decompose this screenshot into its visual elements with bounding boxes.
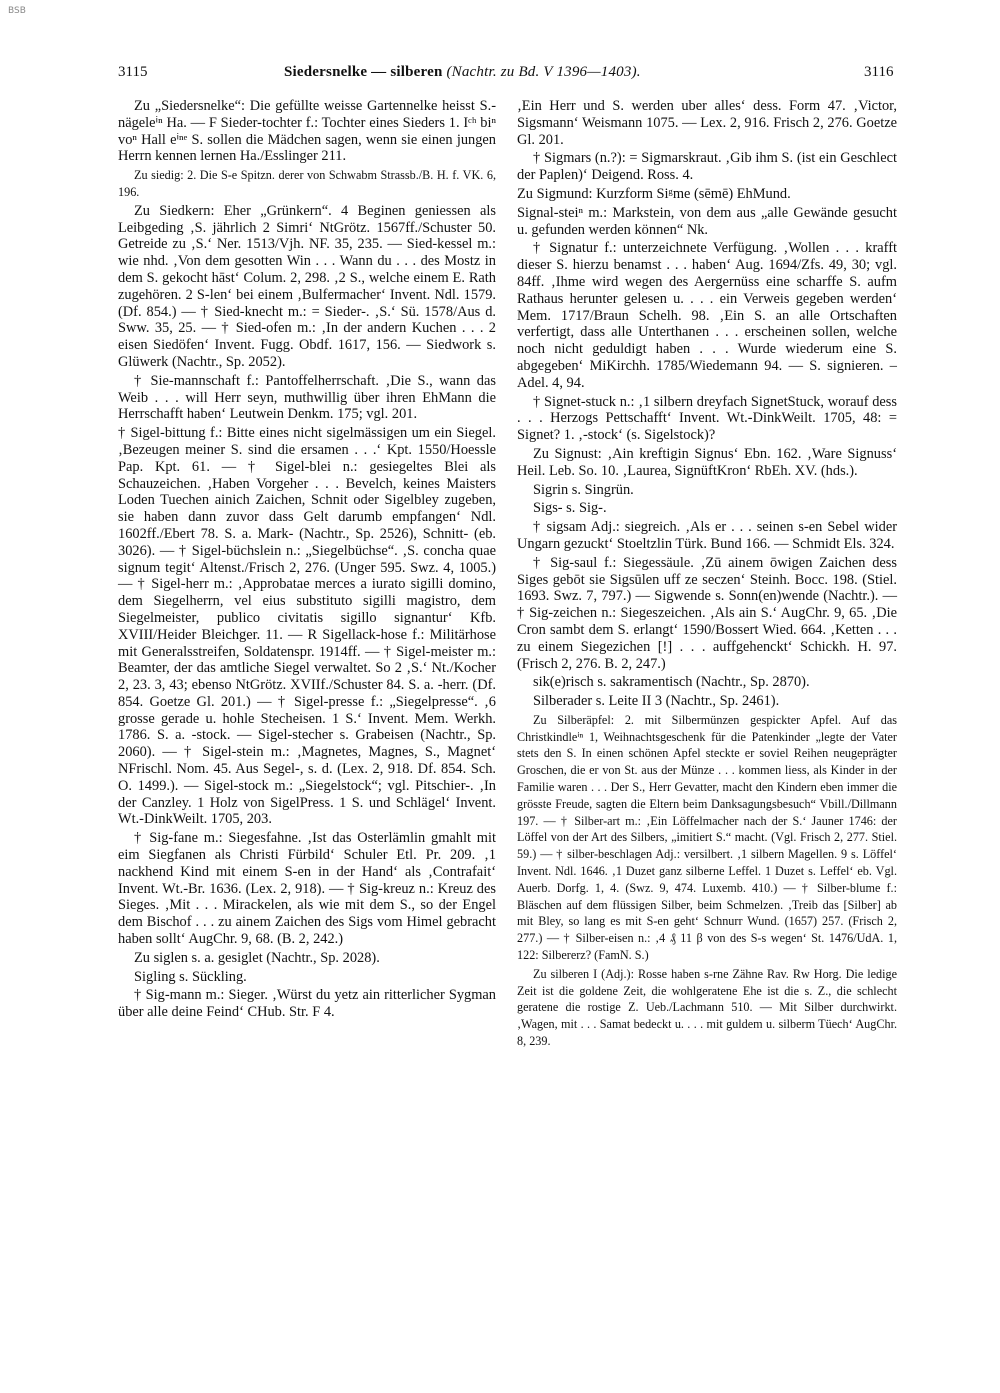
entry-siglen: Zu siglen s. a. gesiglet (Nachtr., Sp. 2028). <box>134 949 380 966</box>
entry-siedkern: Zu Siedkern: Eher „Grünkern“. 4 Beginen geniessen als Leibgeding ‚S. jährlich 2 Simri‘ NtGrötz. 1567ff./Schuster 50. Getreide zu ‚S.‘ Ner. 1513/Vjh. NF. 35, 235. — Sied-kessel m.: wie nhd. ‚Von dem gesotten Win . . . Wann du . . . des Mostz in dem S. gekocht hāst‘ Colum. 2, 298. ‚2 S., welche einem E. Rath zugehören. 2 S-len‘ bei einem ‚Bulfermacher‘ Invent. Ndl. 1579. (Df. 854.) — † Sied-knecht m.: = Sieder-. ‚S.‘ Sü. 1578/Aus d. Sww. 35, 25. — † Sied-ofen m.: ‚In der andern Kuchen . . . 2 eisen Siedöfen‘ Invent. Fugg. Obdf. 1617, 156. — Siedwork s. Glüwerk (Nachtr., Sp. 2052). <box>118 202 496 370</box>
page-number-right: 3116 <box>864 64 894 80</box>
entry-signatur: † Signatur f.: unterzeichnete Verfügung. ‚Wollen . . . krafft dieser S. hierzu benamst . . . haben‘ Aug. 1694/Zfs. 49, 30; vgl. 84ff. ‚Ihme wird wegen des Aergernüss eine scharffe S. aufm Rathaus herunter gelesen u. . . . ein Verweis gegeben werden‘ Mem. 1717/Braun Schelh. 98. ‚Ein S. an alle Ortschaften verfertigt, dass alle Unterthanen . . . erscheinen sollen, welche noch nicht geduldigt haben . . . Wurde wiederum eine S. abgegeben‘ MiKirchh. 1785/Wiedemann 94. — S. signieren. – Adel. 4, 94. <box>517 240 897 391</box>
entry-sikerisch: sik(e)risch s. sakramentisch (Nachtr., Sp. 2870). <box>533 674 810 691</box>
entry-sigmund: Zu Sigmund: Kurzform Siᵍme (sēmē) EhMund. <box>517 185 791 202</box>
entry-silberen: Zu silberen I (Adj.): Rosse haben s-rne Zähne Rav. Rw Horg. Die ledige Zeit ist die goldene Zeit, die wohlgeratene Ehe ist die s. Z., die schlecht geratene die rostige Z. Ueb./Lachmann 510. — Mit Silber durchwirkt. ‚Wagen, mit . . . Samat bedeckt u. . . . mit guldem u. silberm Tüech‘ AugChr. 8, 239. <box>517 966 897 1049</box>
entry-sigling: Sigling s. Sückling. <box>134 968 247 985</box>
entry-sigfane: † Sig-fane m.: Siegesfahne. ‚Ist das Osterlämlin gmahlt mit eim Siegfanen als Christi Fürbild‘ Schuler Etl. Pr. 209. ‚1 nackhend Kind mit einem S-en in der Hand‘ als ‚Contrafait‘ Invent. Wt.-Br. 1636. (Lex. 2, 918). — † Sig-kreuz n.: Kreuz des Sieges. ‚Mit . . . Mirackelen, als wie mit dem S., so der Engel dem Bischof . . . zu ainem Zaichen des Sigs vom Himel gebracht haben sollt‘ AugChr. 9, 68. (B. 2, 242.) <box>118 830 496 948</box>
entry-silberaepfel: Zu Silberäpfel: 2. mit Silbermünzen gespickter Apfel. Auf das Christkindleⁱⁿ 1, Weihnachtsgeschenk für die Patenkinder „legte der Vater stets den S. In einen schönen Apfel steckte er soviel Reihen neugeprägter Groschen, die er von St. aus der Münze . . . kommen liess, als Kinder in der Familie waren . . . Der S., Herr Gevatter, macht den Kindern eben immer die grösste Freude, sagten die Eltern beim Danksagungsbesuch“ Vbill./Dillmann 197. — † Silber-art m.: ‚Ein Löffelmacher nach der S.‘ Jauner 1746: der Löffel von der Art des Silbers, „imitiert S.“ macht. (Vgl. Frisch 2, 277. Stiel. 59.) — † silber-beschlagen Adj.: versilbert. ‚1 silbern Magellen. 9 s. Löffel‘ Invent. Ndl. 1646. ‚1 Duzet ganz silberne Leffel. 1 Duzet s. Leffel‘ eb. Vgl. Auerb. Dorfg. 1, 4. (Swz. 9, 474. Luxemb. 410.) — † Silber-blume f.: Bläschen auf dem flüssigen Silber, beim Schmelzen. ‚Treib das [Silber] ab mit Bley, so lang es mit S-en geht‘ Schnurr Wund. (1657) 257. (Frisch 2, 277.) — † Silber-eisen n.: ‚4 ₰ 11 β von des S-s wegen‘ St. 1476/UdA. 1, 122: Silbererz? (FamN. S.) <box>517 712 897 963</box>
entry-sigel: † Sigel-bittung f.: Bitte eines nicht sigelmässigen um ein Siegel. ‚Bezeugen meiner S. sind die ersamen . . .‘ Kpt. 1550/Hoessle Pap. Kpt. 61. — † Sigel-blei n.: gesiegeltes Blei als Schauzeichen. ‚Haben Vorgeher . . . Bevelch, keines Maisters Loden Tuechen ainich Zaichen, Schnit oder Sigelbley zugeben, sie haben dann zuvor dass Gelt darumb empfangen‘ Ndl. 1602ff./Ebert 78. S. a. Mark- (Nachtr., Sp. 2526), Schnitt- (eb. 3026). — † Sigel-büchslein n.: „Siegelbüchse“. ‚S. concha quae signum tegit‘ Altenst./Frisch 2, 276. (Unger 595. Swz. 4, 1005.) — † Sigel-herr m.: ‚Approbatae merces a iurato sigilli domino, dem Siegelherrn, vel eius substituto sigilli magistro, dem Siegelmeister, publico civitatis sigillo signantur‘ Kfb. XVIII/Heider Bleichger. 11. — R Sigellack-hose f.: Militärhose mit Generalsstreifen, Soldatenspr. 1914ff. — † Sigel-meister m.: Beamter, der das amtliche Siegel verwaltet. So 2 ‚S.‘ Nt./Kocher 2, 23. 3, 43; ebenso NtGrötz. XVIIf./Schuster 84. S. a. -herr. (Df. 854. Goetze Gl. 201.) — † Sigel-presse f.: „Siegelpresse“. ‚6 grosse gerade u. hohle Stecheisen. 1 S.‘ Invent. Mem. Werkh. 1786. S. a. -stock. — Sigel-stecher s. Grabeisen (Nachtr., Sp. 2060). — † Sigel-stein m.: ‚Magnetes, Magnes, S., Magnet‘ NFrischl. Nom. 45. Aus Segel-, s. d. (Lex. 2, 918. Df. 854. Sch. O. 1499.). — Sigel-stock m.: „Siegelstock“; vgl. Pitschier-. ‚In der Canzley. 1 Holz von SigelPress. 1 S. und Schlägel‘ Invent. Wt.-DinkWeilt. 1705, 203. <box>118 425 496 828</box>
entry-sigs: Sigs- s. Sig-. <box>533 500 607 517</box>
page-number-left: 3115 <box>118 64 148 80</box>
entry-sigmars: † Sigmars (n.?): = Sigmarskraut. ‚Gib ihm S. (ist ein Geschlect der Paplen)‘ Deigend. Ross. 4. <box>517 150 897 184</box>
running-title-main: Siedersnelke — silberen <box>284 64 443 80</box>
entry-sigrin: Sigrin s. Singrün. <box>533 481 634 498</box>
left-column <box>118 98 496 1023</box>
entry-silberader: Silberader s. Leite II 3 (Nachtr., Sp. 2461). <box>533 693 780 710</box>
entry-signetstuck: † Signet-stuck n.: ‚1 silbern dreyfach SignetStuck, worauf dess . . . Herzogs Pettschafft‘ Invent. Wt.-DinkWeilt. 1705, 48: = Signet? 1. ‚-stock‘ (s. Sigelstock)? <box>517 393 897 444</box>
entry-sigsaul: † Sig-saul f.: Siegessäule. ‚Zū ainem ōwigen Zaichen dess Siges gebōt sie Sigsūlen uff ze seczen‘ Steinh. Bocc. 198. (Stiel. 1693. Swz. 7, 797.) — Sigwende s. Sonn(en)wende (Nachtr.). — † Sig-zeichen n.: Siegeszeichen. ‚Als ain S.‘ AugChr. 9, 65. ‚Die Cron sambt dem S. erlangt‘ 1590/Bossert Wied. 664. ‚Ketten . . . zu einem Siegezichen [!] . . . auffgehenckt‘ Schickh. H. 97. (Frisch 2, 276. B. 2, 247.) <box>517 554 897 672</box>
entry-siedersnelke: Zu „Siedersnelke“: Die gefüllte weisse Gartennelke heisst S.-nägeleⁱⁿ Ha. — F Sieder-tochter f.: Tochter eines Sieders 1. Iᶜʰ biⁿ voⁿ Hall eⁱⁿᵉ S. sollen die Mädchen sagen, wenn sie einen jungen Herrn kennen lernen Ha./Esslinger 211. <box>118 98 496 165</box>
library-stamp: BSB <box>8 6 26 16</box>
entry-signust: Zu Signust: ‚Ain kreftigin Signus‘ Ebn. 162. ‚Ware Signuss‘ Heil. Leb. So. 10. ‚Laurea, SignüftKron‘ RbEh. XV. (hds.). <box>517 445 897 479</box>
entry-sigsam: † sigsam Adj.: siegreich. ‚Als er . . . seinen s-en Sebel wider Ungarn gezuckt‘ Stoeltzlin Türk. Bund 166. — Schmidt Els. 324. <box>517 519 897 552</box>
entry-signalstein: Signal-steiⁿ m.: Markstein, von dem aus „alle Gewände gesucht u. gefunden werden können“ Nk. <box>517 204 897 238</box>
entry-siedig: Zu siedig: 2. Die S-e Spitzn. derer von Schwabm Strassb./B. H. f. VK. 6, 196. <box>118 168 496 199</box>
entry-sigmann: † Sig-mann m.: Sieger. ‚Würst du yetz ain ritterlicher Sygman über alle deine Feind‘ CHub. Str. F 4. <box>118 987 496 1021</box>
running-title <box>284 64 641 81</box>
right-column <box>517 98 897 1052</box>
running-title-note: (Nachtr. zu Bd. V 1396—1403). <box>446 64 641 80</box>
entry-siemannschaft: † Sie-mannschaft f.: Pantoffelherrschaft. ‚Die S., wann das Weib . . . will Herr seyn, muthwillig über ihren EhMann die Herrschafft haben‘ Leutwein Denkm. 175; vgl. 201. <box>118 372 496 423</box>
entry-sigmann-continued: ‚Ein Herr und S. werden uber alles‘ dess. Form 47. ‚Victor, Sigsmann‘ Weismann 1075. — Lex. 2, 916. Frisch 2, 276. Goetze Gl. 201. <box>517 98 897 148</box>
